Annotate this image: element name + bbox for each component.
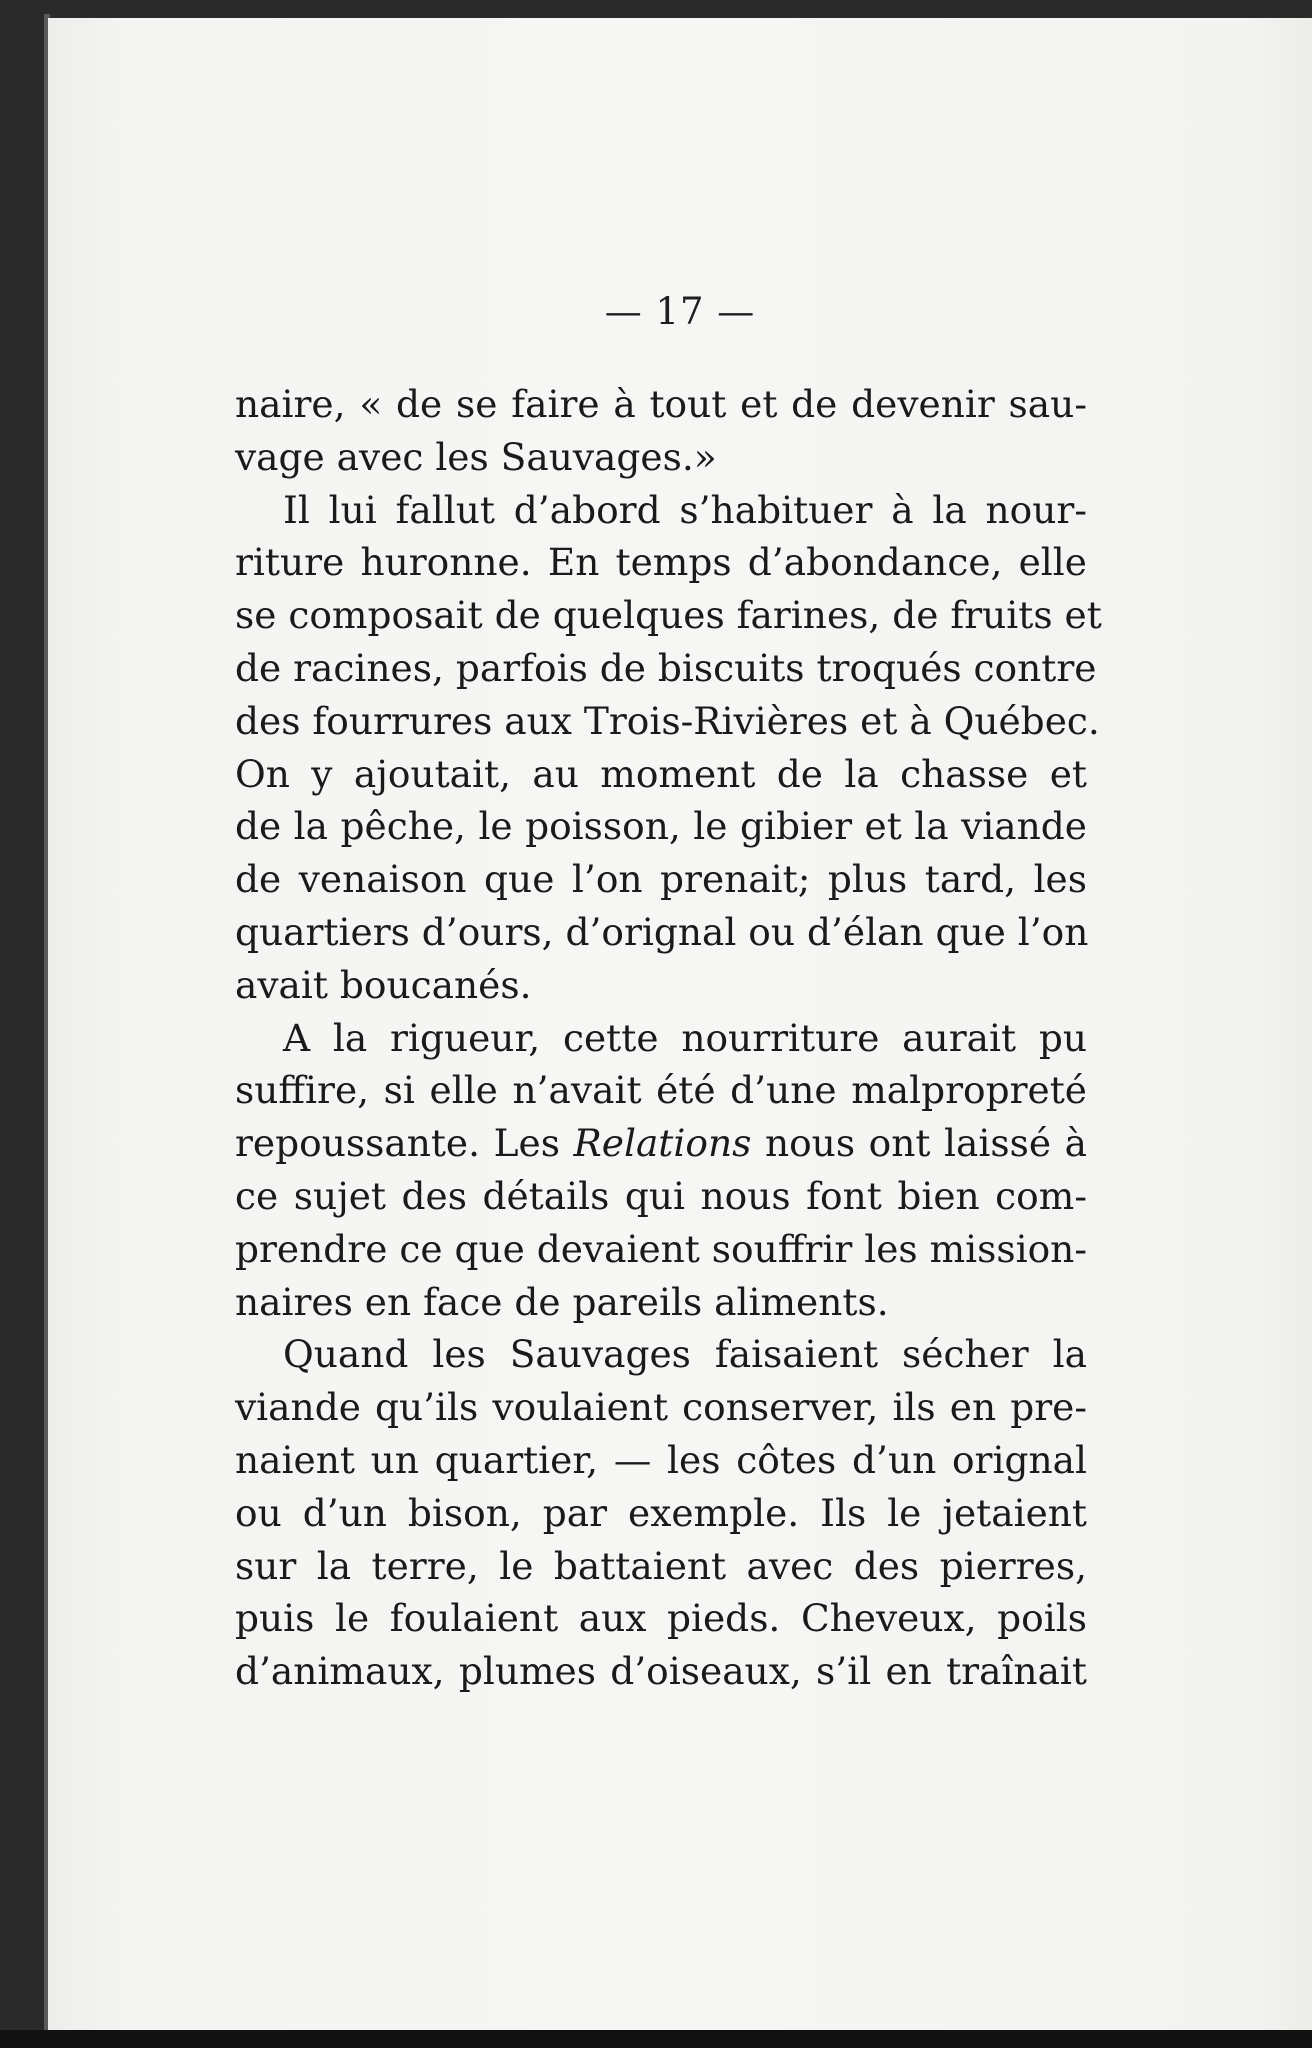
text-segment: nous ont laissé à <box>751 1121 1087 1166</box>
text-line: naire, « de se faire à tout et de devenir sau- <box>235 382 1087 426</box>
text-line: naient un quartier, — les côtes d’un orignal <box>235 1437 1087 1482</box>
text-line: On y ajoutait, au moment de la chasse et <box>235 751 1087 796</box>
text-line: viande qu’ils voulaient conserver, ils en pre- <box>235 1385 1087 1430</box>
text-line: riture huronne. En temps d’abondance, elle <box>235 540 1087 585</box>
text-segment: repoussante. Les <box>235 1121 574 1166</box>
text-line: Quand les Sauvages faisaient sécher la <box>283 1332 1087 1377</box>
text-line: naires en face de pareils aliments. <box>235 1279 889 1324</box>
text-line: puis le foulaient aux pieds. Cheveux, poils <box>235 1596 1087 1641</box>
text-line: vage avec les Sauvages.» <box>235 434 717 479</box>
text-line <box>235 1117 1087 1170</box>
body-text <box>235 378 1102 1698</box>
text-line: de venaison que l’on prenait; plus tard, les <box>235 857 1087 902</box>
text-line: quartiers d’ours, d’orignal ou d’élan que l’on <box>235 909 1089 954</box>
text-line: de racines, parfois de biscuits troqués contre <box>235 645 1097 690</box>
text-line: prendre ce que devaient souffrir les mission- <box>235 1226 1087 1271</box>
italic-title: Relations <box>573 1121 752 1166</box>
text-line: suffire, si elle n’avait été d’une malpropreté <box>235 1068 1087 1113</box>
scan-bottom-border <box>0 2030 1312 2048</box>
text-line: avait boucanés. <box>235 962 532 1007</box>
text-line: ou d’un bison, par exemple. Ils le jetaient <box>235 1490 1087 1535</box>
text-line: sur la terre, le battaient avec des pierres, <box>235 1543 1087 1588</box>
text-line: se composait de quelques farines, de fruits et <box>235 593 1102 638</box>
text-line: ce sujet des détails qui nous font bien com- <box>235 1173 1087 1218</box>
text-line: de la pêche, le poisson, le gibier et la viande <box>235 804 1087 849</box>
text-line: d’animaux, plumes d’oiseaux, s’il en traînait <box>235 1649 1087 1694</box>
page-number: — 17 — <box>604 290 756 333</box>
book-page <box>48 18 1312 2030</box>
text-line: Il lui fallut d’abord s’habituer à la nour- <box>283 487 1087 532</box>
text-line: des fourrures aux Trois-Rivières et à Québec. <box>235 698 1100 743</box>
text-line: A la rigueur, cette nourriture aurait pu <box>283 1015 1087 1060</box>
